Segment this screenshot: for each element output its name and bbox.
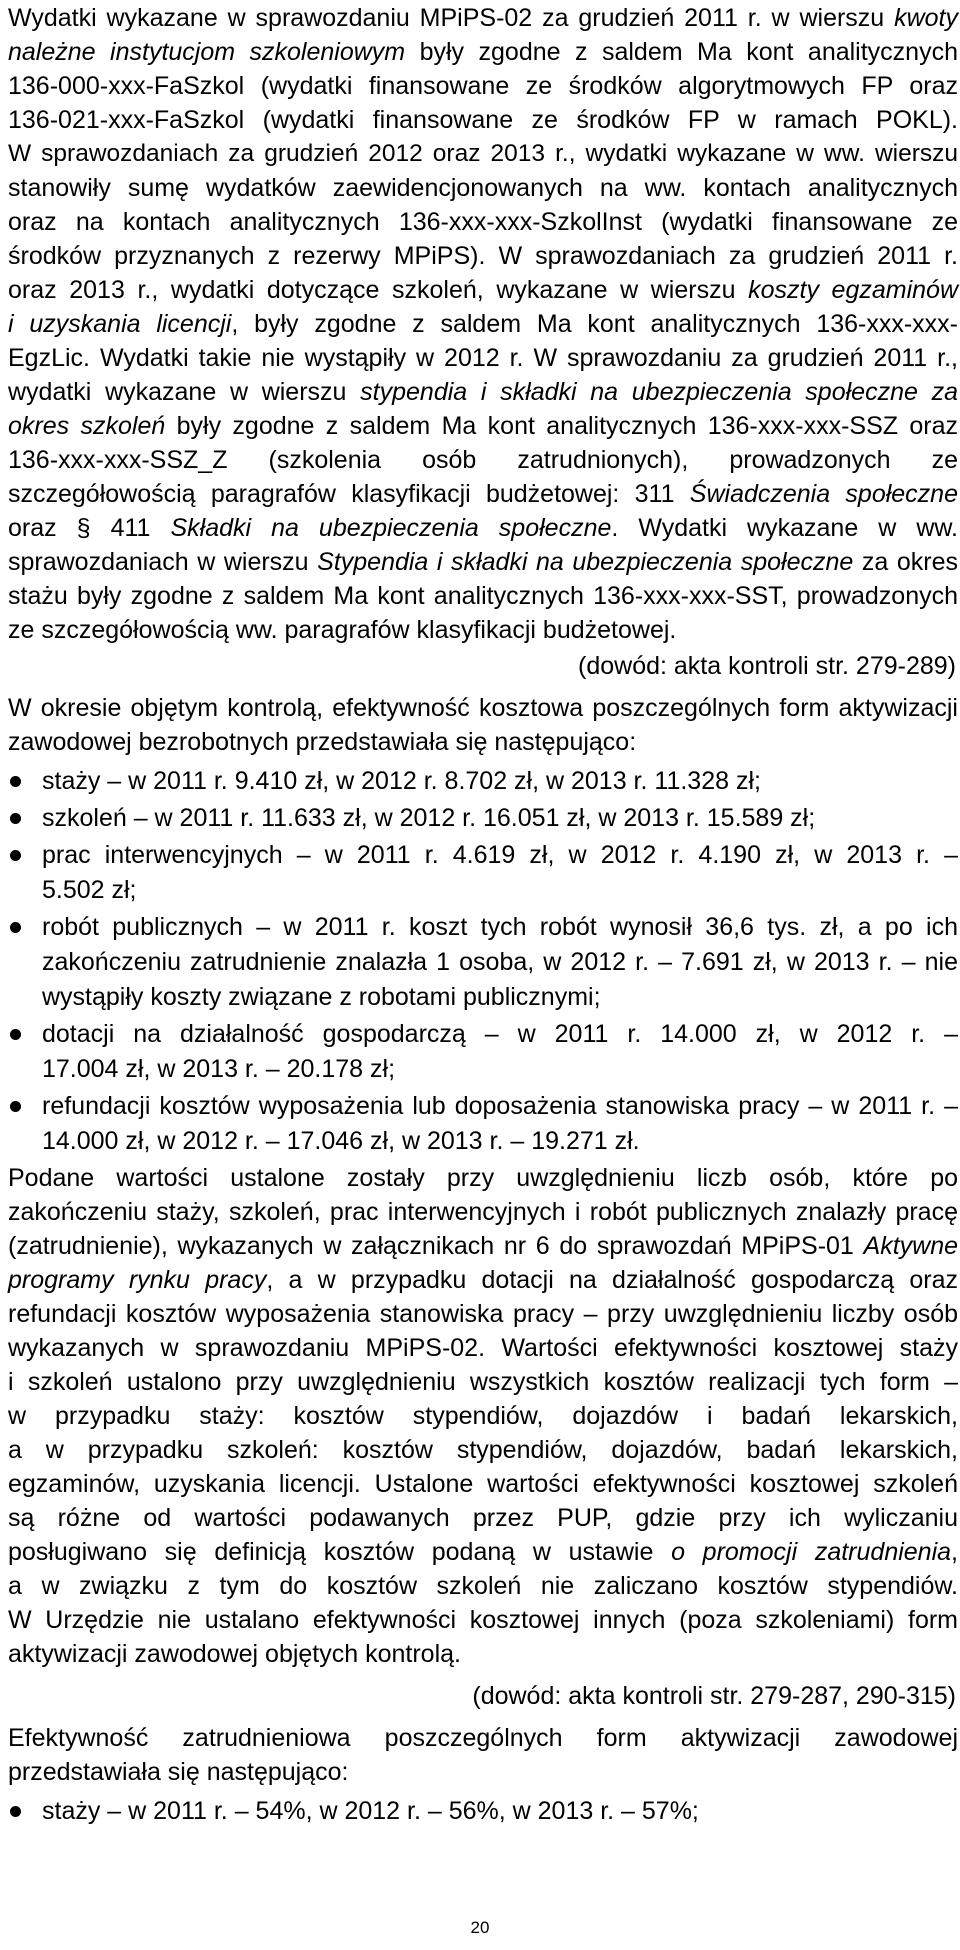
text-run: posługiwano się definicją kosztów podaną w ustawie	[8, 1538, 672, 1566]
text-run: , były zgodne z saldem Ma kont analitycznych 136-xxx-xxx-	[231, 310, 959, 338]
text-line	[42, 1123, 958, 1159]
text-line	[8, 1636, 958, 1672]
text-run: W sprawozdaniach za grudzień 2012 oraz 2013 r., wydatki wykazane w ww. wierszu	[8, 140, 958, 167]
text-line	[8, 272, 958, 308]
text-run: ,	[951, 1538, 958, 1566]
text-run: refundacji kosztów wyposażenia stanowiska pracy – przy uwzględnieniu liczby osób	[8, 1300, 958, 1328]
text-run: zakończeniu zatrudnienie znalazła 1 osoba, w 2012 r. – 7.691 zł, w 2013 r. – nie	[42, 948, 958, 976]
italic-run: Świadczenia społeczne	[689, 480, 958, 508]
text-line	[8, 68, 958, 104]
text-line	[8, 170, 958, 206]
text-run: szkoleń – w 2011 r. 11.633 zł, w 2012 r. 16.051 zł, w 2013 r. 15.589 zł;	[42, 804, 816, 832]
text-line	[42, 1088, 958, 1124]
text-run: były zgodne z saldem Ma kont analitycznych 136-xxx-xxx-SSZ oraz	[165, 412, 958, 440]
bullet-icon	[10, 1806, 21, 1817]
text-run: egzaminów, uzyskania licencji. Ustalone wartości efektywności kosztowej szkoleń	[8, 1470, 958, 1498]
text-run: oraz na kontach analitycznych 136-xxx-xxx-SzkolInst (wydatki finansowane ze	[8, 208, 958, 236]
text-line	[8, 102, 958, 138]
page-number: 20	[470, 1918, 490, 1937]
text-line	[8, 1194, 958, 1230]
text-line	[8, 724, 958, 760]
text-line	[8, 1364, 958, 1400]
text-run: i szkoleń ustalono przy uwzględnieniu wszystkich kosztów realizacji tych form –	[8, 1368, 958, 1396]
text-line	[42, 1016, 958, 1052]
text-run: aktywizacji zawodowej objętych kontrolą.	[8, 1640, 461, 1668]
text-run: staży – w 2011 r. 9.410 zł, w 2012 r. 8.702 zł, w 2013 r. 11.328 zł;	[42, 767, 761, 795]
text-run: zawodowej bezrobotnych przedstawiała się następująco:	[8, 728, 637, 756]
text-run: robót publicznych – w 2011 r. koszt tych robót wynosił 36,6 tys. zł, a po ich	[42, 913, 958, 941]
text-run: W Urzędzie nie ustalano efektywności kosztowej innych (poza szkoleniami) form	[8, 1606, 958, 1634]
text-line	[8, 648, 956, 684]
text-line	[8, 34, 958, 70]
text-line	[8, 374, 958, 410]
text-run: stażu były zgodne z saldem Ma kont analitycznych 136-xxx-xxx-SST, prowadzonych	[8, 582, 958, 610]
text-run: EgzLic. Wydatki takie nie wystąpiły w 2012 r. W sprawozdaniu za grudzień 2011 r.,	[8, 344, 958, 372]
text-run: . Wydatki wykazane w ww.	[611, 514, 959, 542]
text-line	[8, 238, 958, 274]
italic-run: należne instytucjom szkoleniowym	[8, 38, 406, 66]
text-run: staży – w 2011 r. – 54%, w 2012 r. – 56%, w 2013 r. – 57%;	[42, 1797, 699, 1825]
text-run: refundacji kosztów wyposażenia lub doposażenia stanowiska pracy – w 2011 r. –	[42, 1092, 958, 1120]
text-run: Wydatki wykazane w sprawozdaniu MPiPS-02 za grudzień 2011 r. w wierszu	[8, 4, 895, 32]
italic-run: okres szkoleń	[8, 412, 166, 440]
text-run: szczegółowością paragrafów klasyfikacji budżetowej: 311	[8, 480, 690, 508]
text-line	[8, 612, 958, 648]
text-run: prac interwencyjnych – w 2011 r. 4.619 zł, w 2012 r. 4.190 zł, w 2013 r. –	[42, 841, 958, 869]
text-run: były zgodne z saldem Ma kont analitycznych	[405, 38, 958, 66]
text-line	[42, 1051, 958, 1087]
text-line	[8, 1534, 958, 1570]
text-line	[8, 1602, 958, 1638]
text-run: w przypadku staży: kosztów stypendiów, dojazdów i badań lekarskich,	[8, 1402, 958, 1430]
text-run: a w związku z tym do kosztów szkoleń nie zaliczano kosztów stypendiów.	[8, 1572, 958, 1600]
text-run: środków przyznanych z rezerwy MPiPS). W sprawozdaniach za grudzień 2011 r.	[8, 242, 958, 270]
italic-run: koszty egzaminów	[748, 276, 958, 304]
text-line	[42, 872, 958, 908]
text-line	[42, 909, 958, 945]
bullet-icon	[10, 850, 21, 861]
text-run: wydatki wykazane w wierszu	[8, 378, 361, 406]
text-line	[42, 800, 958, 836]
text-line	[8, 340, 958, 376]
text-run: Podane wartości ustalone zostały przy uwzględnieniu liczb osób, które po	[8, 1164, 958, 1192]
text-run: dotacji na działalność gospodarczą – w 2011 r. 14.000 zł, w 2012 r. –	[42, 1020, 958, 1048]
text-line	[8, 1720, 958, 1756]
text-run: 136-xxx-xxx-SSZ_Z (szkolenia osób zatrudnionych), prowadzonych ze	[8, 446, 958, 474]
text-run: sprawozdaniach w wierszu	[8, 548, 318, 576]
text-run: wykazanych w sprawozdaniu MPiPS-02. Wartości efektywności kosztowej staży	[8, 1334, 958, 1362]
bullet-icon	[10, 1101, 21, 1112]
text-run: (dowód: akta kontroli str. 279-287, 290-315)	[472, 1682, 956, 1710]
text-line	[8, 1228, 958, 1264]
text-line	[8, 690, 958, 726]
text-run: 14.000 zł, w 2012 r. – 17.046 zł, w 2013 r. – 19.271 zł.	[42, 1127, 640, 1155]
text-line	[8, 1262, 958, 1298]
bullet-icon	[10, 1029, 21, 1040]
text-run: ze szczegółowością ww. paragrafów klasyfikacji budżetowej.	[8, 616, 677, 644]
text-run: za okres	[853, 548, 958, 576]
bullet-icon	[10, 813, 21, 824]
text-run: (zatrudnienie), wykazanych w załącznikach nr 6 do sprawozdań MPiPS-01	[8, 1232, 864, 1260]
text-line	[8, 476, 958, 512]
text-line	[42, 1793, 958, 1829]
text-line	[8, 1296, 958, 1332]
text-run: 136-000-xxx-FaSzkol (wydatki finansowane ze środków algorytmowych FP oraz	[8, 72, 958, 100]
text-line	[8, 1160, 958, 1196]
text-line	[8, 1330, 958, 1366]
text-run: , a w przypadku dotacji na działalność gospodarczą oraz	[266, 1266, 958, 1294]
italic-run: programy rynku pracy	[8, 1266, 267, 1294]
italic-run: Stypendia i składki na ubezpieczenia społeczne	[317, 548, 854, 576]
bullet-icon	[10, 922, 21, 933]
text-line	[8, 1500, 958, 1536]
text-line	[8, 306, 958, 342]
text-line	[8, 442, 958, 478]
italic-run: o promocji zatrudnienia	[671, 1538, 952, 1566]
text-line	[8, 1466, 958, 1502]
text-run: zakończeniu staży, szkoleń, prac interwencyjnych i robót publicznych znalazły pracę	[8, 1198, 958, 1226]
text-line	[8, 408, 958, 444]
text-run: są różne od wartości podawanych przez PUP, gdzie przy ich wyliczaniu	[8, 1504, 958, 1532]
text-line	[8, 136, 958, 172]
italic-run: i uzyskania licencji	[8, 310, 232, 338]
italic-run: Składki na ubezpieczenia społeczne	[170, 514, 612, 542]
text-run: wystąpiły koszty związane z robotami publicznymi;	[42, 983, 601, 1011]
text-line	[42, 979, 958, 1015]
text-run: (dowód: akta kontroli str. 279-289)	[578, 652, 956, 680]
bullet-icon	[10, 776, 21, 787]
text-run: przedstawiała się następująco:	[8, 1758, 349, 1786]
text-run: 136-021-xxx-FaSzkol (wydatki finansowane ze środków FP w ramach POKL).	[8, 106, 958, 134]
text-line	[8, 510, 958, 546]
text-line	[42, 837, 958, 873]
italic-run: stypendia i składki na ubezpieczenia społeczne za	[360, 378, 958, 406]
text-line	[8, 1432, 958, 1468]
text-line	[8, 0, 958, 36]
text-run: 5.502 zł;	[42, 876, 137, 904]
italic-run: kwoty	[894, 4, 958, 32]
text-run: oraz § 411	[8, 514, 171, 542]
text-run: oraz 2013 r., wydatki dotyczące szkoleń, wykazane w wierszu	[8, 276, 749, 304]
text-run: stanowiły sumę wydatków zaewidencjonowanych na ww. kontach analitycznych	[8, 174, 958, 202]
text-line	[42, 944, 958, 980]
text-line	[8, 578, 958, 614]
text-line	[8, 1398, 958, 1434]
text-run: W okresie objętym kontrolą, efektywność kosztowa poszczególnych form aktywizacji	[8, 694, 958, 722]
text-run: a w przypadku szkoleń: kosztów stypendiów, dojazdów, badań lekarskich,	[8, 1436, 958, 1464]
text-line	[8, 544, 958, 580]
text-run: 17.004 zł, w 2013 r. – 20.178 zł;	[42, 1055, 396, 1083]
italic-run: Aktywne	[863, 1232, 958, 1260]
text-line	[8, 204, 958, 240]
text-line	[8, 1678, 956, 1714]
text-line	[8, 1568, 958, 1604]
text-line	[8, 1754, 958, 1790]
text-line	[42, 763, 958, 799]
text-run: Efektywność zatrudnieniowa poszczególnych form aktywizacji zawodowej	[8, 1724, 958, 1752]
